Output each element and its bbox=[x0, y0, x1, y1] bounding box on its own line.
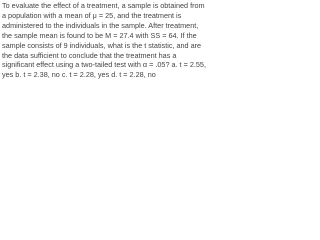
question-line: sample consists of 9 individuals, what is the t statistic, and are bbox=[2, 40, 202, 50]
question-line: the sample mean is found to be M = 27.4 with SS = 64. If the bbox=[2, 30, 197, 40]
question-line: administered to the individuals in the sample. After treatment, bbox=[2, 20, 199, 30]
question-line: yes b. t = 2.38, no c. t = 2.28, yes d. t = 2.28, no bbox=[2, 70, 156, 80]
question-line: the data sufficient to conclude that the treatment has a bbox=[2, 50, 177, 60]
question-line: a population with a mean of μ = 25, and the treatment is bbox=[2, 10, 182, 20]
question-line: To evaluate the effect of a treatment, a sample is obtained from bbox=[2, 1, 205, 10]
question-text bbox=[2, 1, 234, 80]
question-line: significant effect using a two-tailed test with α = .05? a. t = 2.55, bbox=[2, 60, 206, 70]
question-card bbox=[0, 0, 235, 88]
